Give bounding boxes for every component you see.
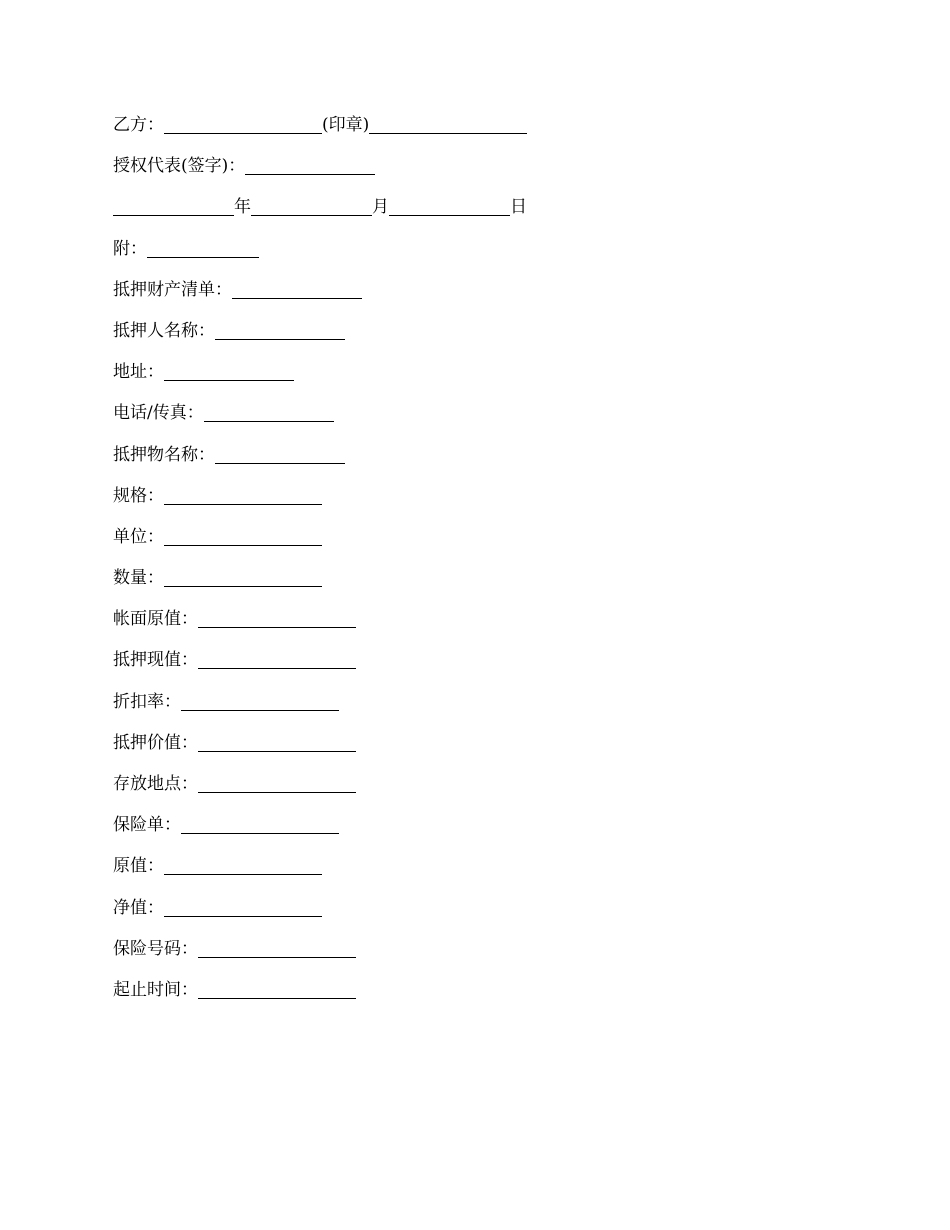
attachment-blank bbox=[147, 237, 259, 258]
field-line bbox=[113, 484, 873, 525]
field-blank bbox=[164, 360, 294, 381]
field-label: 抵押价值： bbox=[113, 732, 198, 753]
field-line bbox=[113, 401, 873, 442]
field-blank bbox=[204, 401, 334, 422]
field-line bbox=[113, 360, 873, 401]
field-blank bbox=[198, 731, 356, 752]
field-line bbox=[113, 896, 873, 937]
field-blank bbox=[198, 978, 356, 999]
field-line bbox=[113, 772, 873, 813]
field-blank bbox=[232, 278, 362, 299]
field-line bbox=[113, 813, 873, 854]
field-line bbox=[113, 607, 873, 648]
field-blank bbox=[181, 690, 339, 711]
field-label: 规格： bbox=[113, 485, 164, 506]
field-label: 抵押财产清单： bbox=[113, 279, 232, 300]
field-blank bbox=[215, 319, 345, 340]
field-blank bbox=[198, 772, 356, 793]
field-line bbox=[113, 690, 873, 731]
field-label: 净值： bbox=[113, 897, 164, 918]
month-blank bbox=[251, 195, 372, 216]
form-lines bbox=[113, 113, 873, 1019]
year-blank bbox=[113, 195, 234, 216]
field-label: 折扣率： bbox=[113, 691, 181, 712]
authorized-rep-blank bbox=[245, 154, 375, 175]
field-blank bbox=[164, 525, 322, 546]
field-blank bbox=[164, 566, 322, 587]
authorized-rep-line bbox=[113, 154, 873, 195]
field-label: 保险单： bbox=[113, 815, 181, 836]
field-line bbox=[113, 443, 873, 484]
field-label: 起止时间： bbox=[113, 979, 198, 1000]
field-blank bbox=[164, 854, 322, 875]
field-line bbox=[113, 978, 873, 1019]
field-label: 保险号码： bbox=[113, 938, 198, 959]
field-blank bbox=[215, 443, 345, 464]
authorized-rep-label: 授权代表(签字)： bbox=[113, 156, 246, 177]
seal-blank bbox=[369, 113, 527, 134]
date-line bbox=[113, 195, 873, 236]
field-label: 地址： bbox=[113, 362, 164, 383]
field-label: 数量： bbox=[113, 568, 164, 589]
field-blank bbox=[198, 607, 356, 628]
field-label: 抵押现值： bbox=[113, 650, 198, 671]
year-label: 年 bbox=[234, 197, 251, 218]
field-line bbox=[113, 937, 873, 978]
field-label: 抵押物名称： bbox=[113, 444, 215, 465]
field-label: 存放地点： bbox=[113, 774, 198, 794]
seal-label: (印章) bbox=[322, 115, 370, 135]
party-b-label: 乙方： bbox=[113, 115, 164, 135]
field-line bbox=[113, 319, 873, 360]
field-line bbox=[113, 854, 873, 895]
field-label: 抵押人名称： bbox=[113, 320, 215, 341]
day-label: 日 bbox=[510, 197, 527, 218]
field-line bbox=[113, 525, 873, 566]
field-blank bbox=[181, 813, 339, 834]
field-blank bbox=[164, 896, 322, 917]
party-b-blank bbox=[164, 113, 322, 134]
day-blank bbox=[389, 195, 510, 216]
field-label: 原值： bbox=[113, 856, 164, 877]
field-blank bbox=[198, 937, 356, 958]
field-blank bbox=[198, 648, 356, 669]
field-label: 帐面原值： bbox=[113, 609, 198, 630]
attachment-line bbox=[113, 237, 873, 278]
field-line bbox=[113, 278, 873, 319]
field-line bbox=[113, 648, 873, 689]
field-line bbox=[113, 731, 873, 772]
party-b-line bbox=[113, 113, 873, 154]
attachment-label: 附： bbox=[113, 238, 147, 259]
field-line bbox=[113, 566, 873, 607]
month-label: 月 bbox=[372, 197, 389, 218]
field-label: 单位： bbox=[113, 526, 164, 547]
field-blank bbox=[164, 484, 322, 505]
field-label: 电话/传真： bbox=[113, 403, 204, 424]
